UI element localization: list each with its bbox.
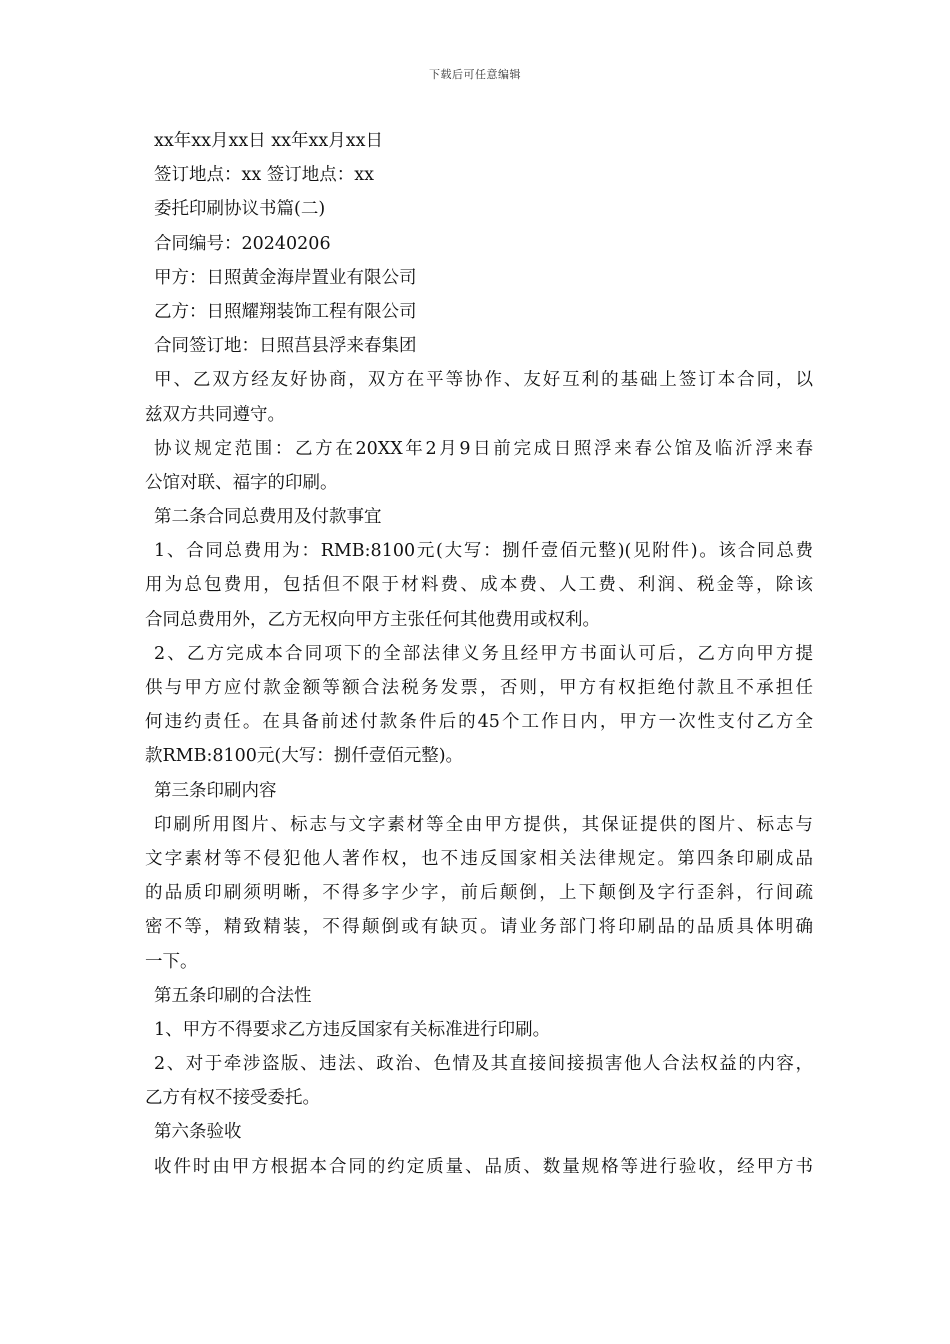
contract-number: 合同编号：20240206 xyxy=(154,233,331,254)
paragraph-line: 何违约责任。在具备前述付款条件后的45个工作日内，甲方一次性支付乙方全 xyxy=(145,712,813,733)
section-heading: 第二条合同总费用及付款事宜 xyxy=(154,507,382,528)
paragraph-line: 协议规定范围：乙方在20XX年2月9日前完成日照浮来春公馆及临沂浮来春 xyxy=(154,438,813,459)
paragraph-line: 收件时由甲方根据本合同的约定质量、品质、数量规格等进行验收，经甲方书 xyxy=(154,1156,813,1177)
contract-signing-place: 合同签订地：日照莒县浮来春集团 xyxy=(154,336,417,357)
paragraph-line: 2、乙方完成本合同项下的全部法律义务且经甲方书面认可后，乙方向甲方提 xyxy=(154,643,813,664)
paragraph-line: 兹双方共同遵守。 xyxy=(145,404,285,425)
paragraph-line: 供与甲方应付款金额等额合法税务发票，否则，甲方有权拒绝付款且不承担任 xyxy=(145,678,813,698)
document-title: 委托印刷协议书篇(二) xyxy=(154,199,326,220)
party-b: 乙方：日照耀翔装饰工程有限公司 xyxy=(154,301,417,322)
party-a: 甲方：日照黄金海岸置业有限公司 xyxy=(154,267,417,288)
paragraph-line: 密不等，精致精装，不得颠倒或有缺页。请业务部门将印刷品的品质具体明确 xyxy=(145,917,813,938)
paragraph-line: 1、合同总费用为：RMB:8100元(大写：捌仟壹佰元整)(见附件)。该合同总费 xyxy=(154,541,813,562)
section-heading: 第六条验收 xyxy=(154,1122,242,1143)
signing-location-line: 签订地点：xx 签订地点：xx xyxy=(154,165,375,186)
paragraph-line: 款RMB:8100元(大写：捌仟壹佰元整)。 xyxy=(145,746,464,767)
paragraph-line: 文字素材等不侵犯他人著作权，也不违反国家相关法律规定。第四条印刷成品 xyxy=(145,848,813,869)
paragraph-line: 的品质印刷须明晰，不得多字少字，前后颠倒，上下颠倒及字行歪斜，行间疏 xyxy=(145,883,813,904)
section-heading: 第三条印刷内容 xyxy=(154,780,277,801)
paragraph-line: 印刷所用图片、标志与文字素材等全由甲方提供，其保证提供的图片、标志与 xyxy=(154,814,813,835)
date-line: xx年xx月xx日 xx年xx月xx日 xyxy=(154,131,383,151)
paragraph-line: 1、甲方不得要求乙方违反国家有关标准进行印刷。 xyxy=(154,1019,551,1040)
document-body xyxy=(145,124,813,1184)
section-heading: 第五条印刷的合法性 xyxy=(154,985,312,1006)
paragraph-line: 合同总费用外，乙方无权向甲方主张任何其他费用或权利。 xyxy=(145,609,600,630)
page-header: 下载后可任意编辑 xyxy=(429,68,521,81)
paragraph-line: 乙方有权不接受委托。 xyxy=(145,1088,320,1109)
paragraph-line: 甲、乙双方经友好协商，双方在平等协作、友好互利的基础上签订本合同，以 xyxy=(154,370,813,391)
paragraph-line: 公馆对联、福字的印刷。 xyxy=(145,472,338,493)
paragraph-line: 一下。 xyxy=(145,951,198,972)
paragraph-line: 用为总包费用，包括但不限于材料费、成本费、人工费、利润、税金等，除该 xyxy=(145,575,813,596)
paragraph-line: 2、对于牵涉盗版、违法、政治、色情及其直接间接损害他人合法权益的内容， xyxy=(154,1054,813,1075)
